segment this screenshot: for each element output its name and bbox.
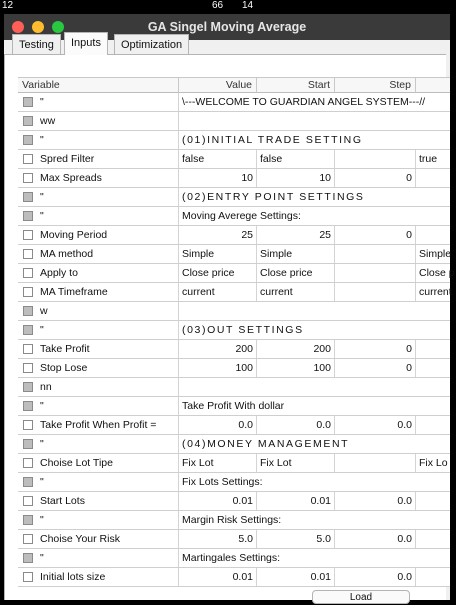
- variable-cell: [18, 131, 179, 149]
- variable-name: ": [40, 552, 44, 564]
- variable-name: ": [40, 514, 44, 526]
- table-row[interactable]: [18, 283, 450, 302]
- step-cell[interactable]: 0: [335, 359, 416, 377]
- table-row[interactable]: [18, 340, 450, 359]
- variable-name: Take Profit: [40, 343, 90, 355]
- start-cell[interactable]: Simple: [257, 245, 335, 263]
- variable-cell: [18, 302, 179, 320]
- row-checkbox[interactable]: [23, 97, 33, 107]
- row-checkbox[interactable]: [23, 363, 33, 373]
- value-cell[interactable]: false: [179, 150, 257, 168]
- variable-name: ": [40, 191, 44, 203]
- comment-cell: Margin Risk Settings:: [182, 514, 282, 526]
- variable-cell: [18, 283, 179, 301]
- stop-cell[interactable]: [416, 340, 456, 358]
- empty-value-cell: [179, 112, 450, 130]
- table-row[interactable]: [18, 511, 450, 530]
- step-cell[interactable]: 0.0: [335, 568, 416, 586]
- table-row[interactable]: [18, 378, 450, 397]
- tab-optimization[interactable]: Optimization: [114, 34, 189, 54]
- start-cell[interactable]: 25: [257, 226, 335, 244]
- variable-cell: [18, 264, 179, 282]
- table-row[interactable]: [18, 530, 450, 549]
- variable-cell: [18, 473, 179, 491]
- step-cell[interactable]: 0.0: [335, 492, 416, 510]
- start-cell[interactable]: 200: [257, 340, 335, 358]
- table-row[interactable]: [18, 492, 450, 511]
- window-title: GA Singel Moving Average: [147, 20, 307, 34]
- variable-name: ": [40, 96, 44, 108]
- variable-name: ": [40, 324, 44, 336]
- row-checkbox[interactable]: [23, 230, 33, 240]
- stop-cell[interactable]: [416, 226, 456, 244]
- table-row[interactable]: [18, 549, 450, 568]
- variable-name: Max Spreads: [40, 172, 102, 184]
- stop-cell[interactable]: current: [419, 286, 452, 298]
- variable-cell: [18, 511, 179, 529]
- table-row[interactable]: [18, 435, 450, 454]
- row-checkbox[interactable]: [23, 211, 33, 221]
- tab-testing[interactable]: Testing: [12, 34, 61, 54]
- row-checkbox[interactable]: [23, 553, 33, 563]
- row-checkbox[interactable]: [23, 496, 33, 506]
- table-row[interactable]: [18, 169, 450, 188]
- step-cell[interactable]: [335, 150, 416, 168]
- table-row[interactable]: [18, 473, 450, 492]
- table-row[interactable]: [18, 359, 450, 378]
- variable-name: Stop Lose: [40, 362, 88, 374]
- variable-name: Spred Filter: [40, 153, 95, 165]
- step-cell[interactable]: 0: [335, 169, 416, 187]
- value-cell[interactable]: 25: [179, 226, 257, 244]
- start-cell[interactable]: false: [257, 150, 335, 168]
- variable-name: Apply to: [40, 267, 78, 279]
- empty-value-cell: [179, 302, 450, 320]
- table-row[interactable]: [18, 131, 450, 150]
- variable-name: ": [40, 476, 44, 488]
- value-cell[interactable]: 100: [179, 359, 257, 377]
- step-cell[interactable]: 0.0: [335, 530, 416, 548]
- variable-name: ww: [40, 115, 56, 127]
- value-cell[interactable]: 200: [179, 340, 257, 358]
- stop-cell[interactable]: [416, 359, 456, 377]
- table-row[interactable]: [18, 568, 450, 587]
- row-checkbox[interactable]: [23, 325, 33, 335]
- variable-name: Choise Your Risk: [40, 533, 120, 545]
- stop-cell[interactable]: [416, 169, 456, 187]
- variable-cell: [18, 492, 179, 510]
- variable-name: Choise Lot Tipe: [40, 457, 113, 469]
- value-cell[interactable]: Simple: [179, 245, 257, 263]
- menu-bar: [0, 0, 450, 14]
- stop-cell[interactable]: [416, 416, 456, 434]
- table-row[interactable]: [18, 112, 450, 131]
- variable-cell: [18, 435, 179, 453]
- row-checkbox[interactable]: [23, 420, 33, 430]
- variable-cell: [18, 549, 179, 567]
- variable-cell: [18, 321, 179, 339]
- row-checkbox[interactable]: [23, 287, 33, 297]
- stop-cell[interactable]: [416, 568, 456, 586]
- table-row[interactable]: [18, 245, 450, 264]
- start-cell[interactable]: 100: [257, 359, 335, 377]
- status-item-badge[interactable]: 12: [2, 0, 14, 11]
- stop-cell[interactable]: Simple: [419, 248, 452, 260]
- table-row[interactable]: [18, 397, 450, 416]
- variable-name: Moving Period: [40, 229, 108, 241]
- step-cell[interactable]: [335, 264, 416, 282]
- row-checkbox[interactable]: [23, 534, 33, 544]
- table-row[interactable]: [18, 93, 450, 112]
- variable-name: MA method: [40, 248, 94, 260]
- start-cell[interactable]: Fix Lot: [257, 454, 335, 472]
- table-row[interactable]: [18, 207, 450, 226]
- status-item-counter[interactable]: 66: [212, 0, 224, 11]
- step-cell[interactable]: 0: [335, 340, 416, 358]
- comment-cell: (04)MONEY MANAGEMENT: [182, 438, 350, 450]
- variable-name: ": [40, 400, 44, 412]
- stop-cell[interactable]: Close p: [419, 267, 455, 279]
- start-cell[interactable]: 0.01: [257, 492, 335, 510]
- row-checkbox[interactable]: [23, 477, 33, 487]
- row-checkbox[interactable]: [23, 458, 33, 468]
- table-row[interactable]: [18, 188, 450, 207]
- table-row[interactable]: [18, 321, 450, 340]
- column-header-step[interactable]: Step: [335, 78, 416, 94]
- table-row[interactable]: [18, 150, 450, 169]
- row-checkbox[interactable]: [23, 401, 33, 411]
- comment-cell: Fix Lots Settings:: [182, 476, 263, 488]
- table-header: [18, 77, 450, 93]
- variable-name: ": [40, 210, 44, 222]
- table-row[interactable]: [18, 416, 450, 435]
- variable-cell: [18, 530, 179, 548]
- comment-cell: Moving Averege Settings:: [182, 210, 301, 222]
- value-cell[interactable]: Fix Lot: [179, 454, 257, 472]
- start-cell[interactable]: 0.0: [257, 416, 335, 434]
- variable-cell: [18, 340, 179, 358]
- row-checkbox[interactable]: [23, 515, 33, 525]
- column-header-value[interactable]: Value: [179, 78, 257, 94]
- value-cell[interactable]: 0.0: [179, 416, 257, 434]
- variable-cell: [18, 397, 179, 415]
- variable-cell: [18, 93, 179, 111]
- tab-inputs[interactable]: Inputs: [64, 32, 108, 55]
- value-cell[interactable]: 5.0: [179, 530, 257, 548]
- start-cell[interactable]: 0.01: [257, 568, 335, 586]
- value-cell[interactable]: 0.01: [179, 492, 257, 510]
- comment-cell: \---WELCOME TO GUARDIAN ANGEL SYSTEM---//: [182, 96, 426, 108]
- variable-name: Start Lots: [40, 495, 85, 507]
- load-button[interactable]: Load: [312, 590, 410, 604]
- start-cell[interactable]: 10: [257, 169, 335, 187]
- row-checkbox[interactable]: [23, 116, 33, 126]
- table-row[interactable]: [18, 302, 450, 321]
- table-row[interactable]: [18, 264, 455, 283]
- step-cell[interactable]: [335, 245, 416, 263]
- step-cell[interactable]: 0.0: [335, 416, 416, 434]
- parameters-table: [18, 93, 455, 600]
- variable-name: nn: [40, 381, 52, 393]
- step-cell[interactable]: [335, 283, 416, 301]
- table-row[interactable]: [18, 226, 450, 245]
- row-checkbox[interactable]: [23, 192, 33, 202]
- comment-cell: Martingales Settings:: [182, 552, 281, 564]
- variable-name: w: [40, 305, 48, 317]
- start-cell[interactable]: current: [257, 283, 335, 301]
- row-checkbox[interactable]: [23, 154, 33, 164]
- stop-cell[interactable]: [416, 530, 456, 548]
- stop-cell[interactable]: [416, 492, 456, 510]
- variable-cell: [18, 112, 179, 130]
- variable-name: Initial lots size: [40, 571, 106, 583]
- value-cell[interactable]: 0.01: [179, 568, 257, 586]
- variable-cell: [18, 169, 179, 187]
- column-header-stop[interactable]: [416, 78, 450, 94]
- start-cell[interactable]: Close price: [257, 264, 335, 282]
- start-cell[interactable]: 5.0: [257, 530, 335, 548]
- empty-value-cell: [179, 378, 450, 396]
- table-row[interactable]: [18, 454, 450, 473]
- row-checkbox[interactable]: [23, 344, 33, 354]
- row-checkbox[interactable]: [23, 439, 33, 449]
- column-header-start[interactable]: Start: [257, 78, 335, 94]
- variable-cell: [18, 568, 179, 586]
- variable-cell: [18, 359, 179, 377]
- row-checkbox[interactable]: [23, 249, 33, 259]
- row-checkbox[interactable]: [23, 572, 33, 582]
- comment-cell: (02)ENTRY POINT SETTINGS: [182, 191, 365, 203]
- comment-cell: (01)INITIAL TRADE SETTING: [182, 134, 363, 146]
- comment-cell: Take Profit With dollar: [182, 400, 285, 412]
- value-cell[interactable]: current: [179, 283, 257, 301]
- variable-cell: [18, 188, 179, 206]
- variable-name: MA Timeframe: [40, 286, 108, 298]
- variable-cell: [18, 454, 179, 472]
- comment-cell: (03)OUT SETTINGS: [182, 324, 304, 336]
- step-cell[interactable]: 0: [335, 226, 416, 244]
- row-checkbox[interactable]: [23, 268, 33, 278]
- variable-name: ": [40, 438, 44, 450]
- step-cell[interactable]: [335, 454, 416, 472]
- stop-cell[interactable]: Fix Lo: [419, 457, 448, 469]
- column-header-variable[interactable]: Variable: [18, 78, 179, 94]
- variable-name: Take Profit When Profit =: [40, 419, 157, 431]
- variable-cell: [18, 416, 179, 434]
- variable-cell: [18, 226, 179, 244]
- row-checkbox[interactable]: [23, 173, 33, 183]
- value-cell[interactable]: 10: [179, 169, 257, 187]
- variable-cell: [18, 378, 179, 396]
- variable-name: ": [40, 134, 44, 146]
- stop-cell[interactable]: true: [419, 153, 438, 165]
- variable-cell: [18, 207, 179, 225]
- row-checkbox[interactable]: [23, 306, 33, 316]
- variable-cell: [18, 150, 179, 168]
- row-checkbox[interactable]: [23, 382, 33, 392]
- row-checkbox[interactable]: [23, 135, 33, 145]
- variable-cell: [18, 245, 179, 263]
- value-cell[interactable]: Close price: [179, 264, 257, 282]
- status-item-counter-2[interactable]: 14: [242, 0, 254, 11]
